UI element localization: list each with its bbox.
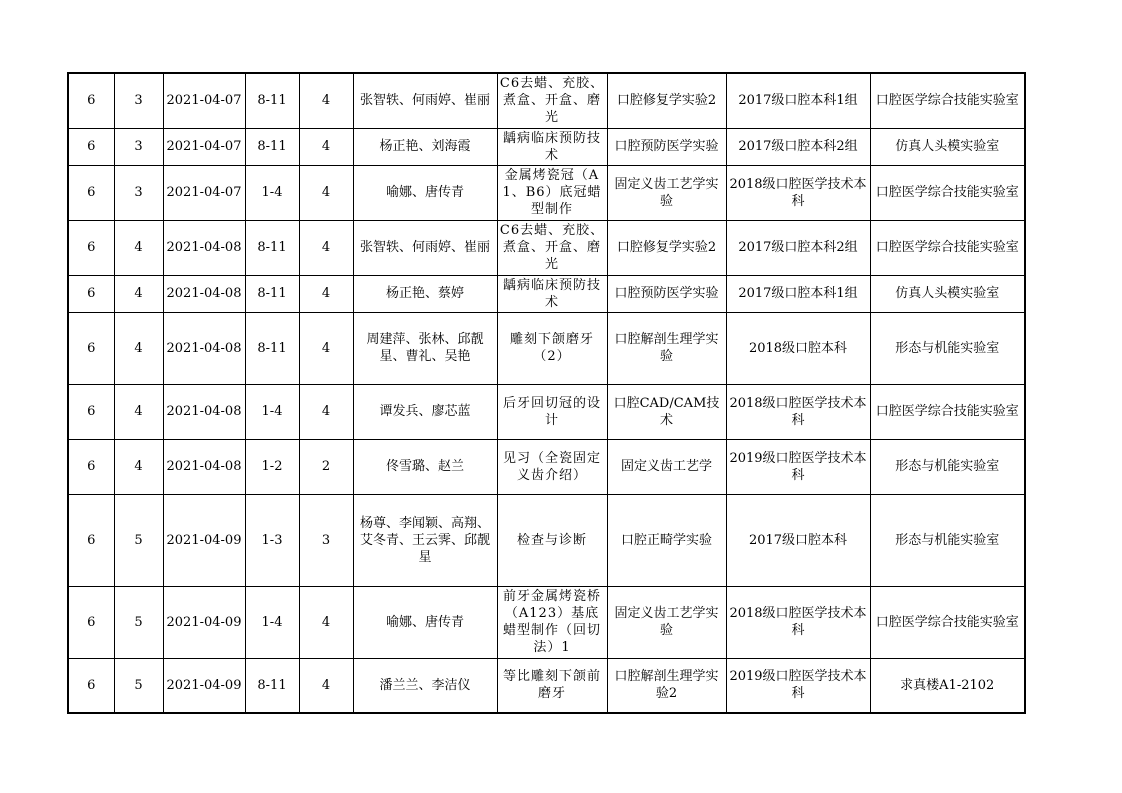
content-cell: 龋病临床预防技术	[497, 128, 607, 165]
weekday-cell: 4	[114, 312, 163, 384]
week-cell: 6	[68, 658, 114, 713]
class-cell: 2018级口腔医学技术本科	[726, 384, 870, 439]
period-cell: 1-3	[245, 494, 299, 586]
weekday-cell: 4	[114, 275, 163, 312]
course-cell: 固定义齿工艺学实验	[607, 165, 726, 220]
table-row	[68, 275, 1025, 312]
week-cell: 6	[68, 165, 114, 220]
class-cell: 2017级口腔本科1组	[726, 275, 870, 312]
week-cell: 6	[68, 384, 114, 439]
teachers-cell: 谭发兵、廖芯蓝	[353, 384, 497, 439]
course-cell: 口腔预防医学实验	[607, 275, 726, 312]
weekday-cell: 3	[114, 165, 163, 220]
schedule-table	[67, 72, 1026, 714]
class-cell: 2018级口腔本科	[726, 312, 870, 384]
teachers-cell: 杨尊、李闻颖、高翔、艾冬青、王云霁、邱靓星	[353, 494, 497, 586]
date-cell: 2021-04-08	[163, 220, 245, 275]
teachers-cell: 潘兰兰、李洁仪	[353, 658, 497, 713]
hours-cell: 4	[299, 384, 353, 439]
period-cell: 1-2	[245, 439, 299, 494]
content-cell: C6去蜡、充胶、煮盒、开盒、磨光	[497, 73, 607, 128]
location-cell: 形态与机能实验室	[870, 312, 1025, 384]
table-row	[68, 312, 1025, 384]
location-cell: 仿真人头模实验室	[870, 275, 1025, 312]
class-cell: 2018级口腔医学技术本科	[726, 165, 870, 220]
date-cell: 2021-04-08	[163, 275, 245, 312]
content-cell: 雕刻下颌磨牙（2）	[497, 312, 607, 384]
hours-cell: 4	[299, 128, 353, 165]
date-cell: 2021-04-08	[163, 384, 245, 439]
period-cell: 1-4	[245, 384, 299, 439]
table-row	[68, 128, 1025, 165]
course-cell: 口腔CAD/CAM技术	[607, 384, 726, 439]
period-cell: 8-11	[245, 220, 299, 275]
location-cell: 口腔医学综合技能实验室	[870, 165, 1025, 220]
date-cell: 2021-04-08	[163, 439, 245, 494]
hours-cell: 4	[299, 658, 353, 713]
hours-cell: 4	[299, 220, 353, 275]
location-cell: 求真楼A1-2102	[870, 658, 1025, 713]
content-cell: 前牙金属烤瓷桥（A123）基底蜡型制作（回切法）1	[497, 586, 607, 658]
course-cell: 口腔预防医学实验	[607, 128, 726, 165]
week-cell: 6	[68, 220, 114, 275]
teachers-cell: 佟雪璐、赵兰	[353, 439, 497, 494]
course-cell: 口腔正畸学实验	[607, 494, 726, 586]
date-cell: 2021-04-09	[163, 658, 245, 713]
date-cell: 2021-04-09	[163, 494, 245, 586]
table-row	[68, 658, 1025, 713]
class-cell: 2018级口腔医学技术本科	[726, 586, 870, 658]
teachers-cell: 周建萍、张林、邱靓星、曹礼、吴艳	[353, 312, 497, 384]
location-cell: 口腔医学综合技能实验室	[870, 73, 1025, 128]
course-cell: 固定义齿工艺学实验	[607, 586, 726, 658]
weekday-cell: 5	[114, 494, 163, 586]
teachers-cell: 张智轶、何雨婷、崔丽	[353, 220, 497, 275]
hours-cell: 4	[299, 165, 353, 220]
date-cell: 2021-04-08	[163, 312, 245, 384]
period-cell: 8-11	[245, 275, 299, 312]
hours-cell: 4	[299, 586, 353, 658]
week-cell: 6	[68, 312, 114, 384]
table-row	[68, 165, 1025, 220]
date-cell: 2021-04-09	[163, 586, 245, 658]
content-cell: 检查与诊断	[497, 494, 607, 586]
week-cell: 6	[68, 586, 114, 658]
teachers-cell: 喻娜、唐传青	[353, 586, 497, 658]
weekday-cell: 4	[114, 384, 163, 439]
class-cell: 2017级口腔本科2组	[726, 128, 870, 165]
weekday-cell: 5	[114, 586, 163, 658]
hours-cell: 4	[299, 275, 353, 312]
period-cell: 8-11	[245, 128, 299, 165]
location-cell: 口腔医学综合技能实验室	[870, 220, 1025, 275]
period-cell: 8-11	[245, 658, 299, 713]
content-cell: 金属烤瓷冠（A1、B6）底冠蜡型制作	[497, 165, 607, 220]
date-cell: 2021-04-07	[163, 73, 245, 128]
content-cell: 龋病临床预防技术	[497, 275, 607, 312]
location-cell: 口腔医学综合技能实验室	[870, 384, 1025, 439]
weekday-cell: 4	[114, 220, 163, 275]
course-cell: 口腔解剖生理学实验	[607, 312, 726, 384]
hours-cell: 4	[299, 312, 353, 384]
course-cell: 口腔修复学实验2	[607, 220, 726, 275]
table-row	[68, 220, 1025, 275]
class-cell: 2019级口腔医学技术本科	[726, 439, 870, 494]
table-body	[68, 73, 1025, 713]
hours-cell: 3	[299, 494, 353, 586]
table-row	[68, 586, 1025, 658]
table-row	[68, 439, 1025, 494]
class-cell: 2019级口腔医学技术本科	[726, 658, 870, 713]
content-cell: C6去蜡、充胶、煮盒、开盒、磨光	[497, 220, 607, 275]
teachers-cell: 张智轶、何雨婷、崔丽	[353, 73, 497, 128]
table-row	[68, 384, 1025, 439]
hours-cell: 4	[299, 73, 353, 128]
weekday-cell: 3	[114, 73, 163, 128]
class-cell: 2017级口腔本科1组	[726, 73, 870, 128]
table-row	[68, 73, 1025, 128]
week-cell: 6	[68, 73, 114, 128]
teachers-cell: 喻娜、唐传青	[353, 165, 497, 220]
week-cell: 6	[68, 439, 114, 494]
period-cell: 1-4	[245, 165, 299, 220]
weekday-cell: 3	[114, 128, 163, 165]
week-cell: 6	[68, 494, 114, 586]
location-cell: 形态与机能实验室	[870, 439, 1025, 494]
hours-cell: 2	[299, 439, 353, 494]
course-cell: 固定义齿工艺学	[607, 439, 726, 494]
location-cell: 口腔医学综合技能实验室	[870, 586, 1025, 658]
week-cell: 6	[68, 275, 114, 312]
week-cell: 6	[68, 128, 114, 165]
period-cell: 8-11	[245, 312, 299, 384]
location-cell: 仿真人头模实验室	[870, 128, 1025, 165]
class-cell: 2017级口腔本科2组	[726, 220, 870, 275]
location-cell: 形态与机能实验室	[870, 494, 1025, 586]
weekday-cell: 5	[114, 658, 163, 713]
date-cell: 2021-04-07	[163, 128, 245, 165]
period-cell: 1-4	[245, 586, 299, 658]
content-cell: 等比雕刻下颌前磨牙	[497, 658, 607, 713]
course-cell: 口腔修复学实验2	[607, 73, 726, 128]
teachers-cell: 杨正艳、刘海霞	[353, 128, 497, 165]
weekday-cell: 4	[114, 439, 163, 494]
table-row	[68, 494, 1025, 586]
teachers-cell: 杨正艳、蔡婷	[353, 275, 497, 312]
date-cell: 2021-04-07	[163, 165, 245, 220]
period-cell: 8-11	[245, 73, 299, 128]
course-cell: 口腔解剖生理学实验2	[607, 658, 726, 713]
content-cell: 后牙回切冠的设计	[497, 384, 607, 439]
class-cell: 2017级口腔本科	[726, 494, 870, 586]
content-cell: 见习（全瓷固定义齿介绍）	[497, 439, 607, 494]
